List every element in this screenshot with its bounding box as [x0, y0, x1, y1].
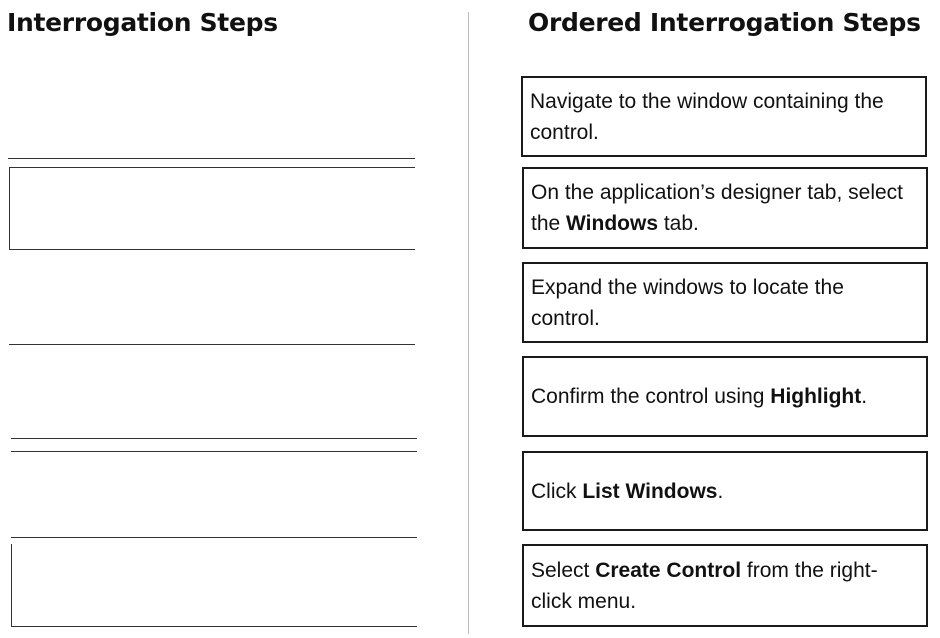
step-item[interactable] — [522, 544, 928, 627]
step-item[interactable] — [522, 356, 928, 437]
step-item[interactable] — [521, 76, 927, 157]
step-item[interactable] — [522, 262, 928, 343]
step-text-part: Select — [531, 558, 596, 582]
step-text — [530, 86, 917, 148]
step-text — [531, 272, 918, 334]
step-text-part: . — [717, 479, 724, 503]
ordered-interrogation-steps-heading: Ordered Interrogation Steps — [528, 8, 921, 37]
step-text-part: Expand the windows to locate the control. — [531, 275, 844, 330]
answer-slot-2[interactable] — [9, 167, 415, 250]
step-text-part: Click — [531, 479, 583, 503]
step-text — [531, 177, 918, 239]
step-text-bold: Windows — [566, 212, 658, 235]
column-divider — [468, 12, 469, 634]
step-text-part: from the right-click menu. — [531, 558, 878, 613]
answer-slot-3[interactable] — [9, 262, 415, 345]
answer-slot-1[interactable] — [8, 72, 415, 159]
step-text — [531, 555, 918, 617]
answer-slot-5[interactable] — [11, 452, 417, 538]
step-text-part: Confirm the control using — [531, 385, 771, 408]
step-text-part: . — [861, 385, 868, 408]
step-text-bold: List Windows — [582, 479, 718, 503]
step-text-bold: Create Control — [595, 558, 742, 582]
step-text — [531, 476, 723, 507]
answer-slot-6[interactable] — [11, 544, 417, 627]
answer-slot-4[interactable] — [11, 353, 417, 439]
step-text-part: tab. — [658, 212, 699, 235]
step-text — [531, 381, 867, 412]
step-text-part: Navigate to the window containing the control. — [530, 89, 884, 144]
step-text-bold: Highlight — [770, 385, 862, 408]
step-text-part: On the application’s designer tab, select the — [531, 181, 904, 235]
step-item[interactable] — [522, 167, 928, 249]
interrogation-steps-heading: Interrogation Steps — [7, 8, 278, 37]
step-item[interactable] — [522, 451, 928, 531]
